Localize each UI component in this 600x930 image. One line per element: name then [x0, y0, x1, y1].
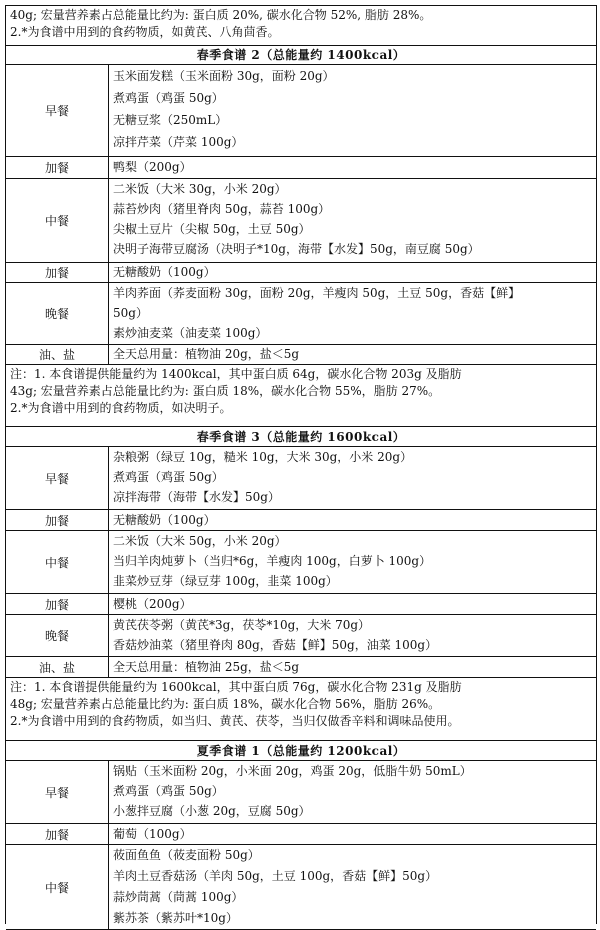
meal-items — [109, 615, 441, 656]
meal-row — [6, 824, 596, 845]
meal-row — [6, 657, 596, 678]
meal-label: 晚餐 — [6, 615, 109, 656]
meal-items — [109, 531, 435, 593]
meal-label: 中餐 — [6, 845, 109, 929]
food-item: 素炒油麦菜（油麦菜 100g） — [113, 326, 268, 340]
recipe-title: 春季食谱 2（总能量约 1400kcal） — [6, 46, 596, 65]
note-line: 2.*为食谱中用到的食药物质，如决明子。 — [10, 401, 232, 415]
meal-items — [109, 594, 196, 614]
food-item: 玉米面发糕（玉米面粉 30g，面粉 20g） — [113, 69, 335, 83]
meal-row — [6, 345, 596, 365]
meal-items — [109, 761, 476, 823]
meal-row — [6, 594, 596, 615]
food-item: 香菇炒油菜（猪里脊肉 80g，香菇【鲜】50g，油菜 100g） — [113, 638, 438, 652]
note-line: 40g; 宏量营养素占总能量比约为: 蛋白质 20%, 碳水化合物 52%, 脂肪 28%。 — [10, 8, 432, 22]
note-line: 43g; 宏量营养素占总能量比约为: 蛋白质 18%，碳水化合物 55%，脂肪 27%。 — [10, 384, 441, 398]
food-item: 羊肉荞面（荞麦面粉 30g，面粉 20g，羊瘦肉 50g，土豆 50g，香菇【鲜】 — [113, 286, 521, 300]
meal-label: 中餐 — [6, 179, 109, 262]
meal-row — [6, 447, 596, 510]
recipe-title: 夏季食谱 1（总能量约 1200kcal） — [6, 741, 596, 761]
meal-items — [109, 263, 220, 282]
food-item: 紫苏茶（紫苏叶*10g） — [113, 911, 238, 925]
food-item: 凉拌芹菜（芹菜 100g） — [113, 135, 244, 149]
note-line: 48g; 宏量营养素占总能量比约为: 蛋白质 18%，碳水化合物 56%，脂肪 26%。 — [10, 697, 441, 711]
meal-items — [109, 447, 416, 509]
food-item: 二米饭（大米 50g，小米 20g） — [113, 534, 287, 548]
food-item: 无糖酸奶（100g） — [113, 513, 216, 527]
food-item: 樱桃（200g） — [113, 597, 192, 611]
food-item: 煮鸡蛋（鸡蛋 50g） — [113, 470, 224, 484]
recipe-table — [5, 5, 597, 924]
food-item: 无糖酸奶（100g） — [113, 265, 216, 279]
food-item: 莜面鱼鱼（莜麦面粉 50g） — [113, 848, 260, 862]
meal-label: 加餐 — [6, 510, 109, 530]
note-line: 注：1. 本食谱提供能量约为 1400kcal，其中蛋白质 64g，碳水化合物 203g 及脂肪 — [10, 367, 462, 381]
food-item: 二米饭（大米 30g，小米 20g） — [113, 182, 287, 196]
meal-items — [109, 179, 484, 262]
food-item: 锅贴（玉米面粉 20g，小米面 20g，鸡蛋 20g，低脂牛奶 50mL） — [113, 764, 472, 778]
meal-label: 早餐 — [6, 761, 109, 823]
meal-label: 早餐 — [6, 447, 109, 509]
food-item: 羊肉土豆香菇汤（羊肉 50g，土豆 100g，香菇【鲜】50g） — [113, 869, 438, 883]
meal-row — [6, 179, 596, 263]
note-line: 2.*为食谱中用到的食药物质，如黄芪、八角茴香。 — [10, 25, 280, 39]
meal-label: 加餐 — [6, 263, 109, 282]
note-block — [6, 678, 596, 741]
food-item: 全天总用量：植物油 20g，盐＜5g — [113, 347, 300, 361]
food-item: 蒜苔炒肉（猪里脊肉 50g，蒜苔 100g） — [113, 202, 331, 216]
food-item: 蒜炒茼蒿（茼蒿 100g） — [113, 890, 244, 904]
food-item: 决明子海带豆腐汤（决明子*10g，海带【水发】50g，南豆腐 50g） — [113, 242, 480, 256]
meal-label: 油、盐 — [6, 345, 109, 364]
meal-row — [6, 283, 596, 345]
food-item: 煮鸡蛋（鸡蛋 50g） — [113, 784, 224, 798]
meal-items — [109, 845, 441, 929]
meal-row — [6, 157, 596, 179]
food-item: 煮鸡蛋（鸡蛋 50g） — [113, 91, 224, 105]
meal-label: 加餐 — [6, 594, 109, 614]
food-item: 黄芪茯苓粥（黄芪*3g，茯苓*10g，大米 70g） — [113, 618, 371, 632]
meal-label: 早餐 — [6, 65, 109, 156]
note-block — [6, 6, 596, 46]
meal-row — [6, 263, 596, 283]
meal-label: 加餐 — [6, 824, 109, 844]
meal-items — [109, 283, 524, 344]
meal-row — [6, 615, 596, 657]
food-item: 韭菜炒豆芽（绿豆芽 100g，韭菜 100g） — [113, 574, 338, 588]
meal-items — [109, 510, 220, 530]
meal-label: 中餐 — [6, 531, 109, 593]
food-item: 当归羊肉炖萝卜（当归*6g，羊瘦肉 100g，白萝卜 100g） — [113, 554, 432, 568]
food-item: 无糖豆浆（250mL） — [113, 113, 228, 127]
note-block — [6, 365, 596, 427]
meal-label: 加餐 — [6, 157, 109, 178]
food-item: 凉拌海带（海带【水发】50g） — [113, 490, 280, 504]
meal-label: 晚餐 — [6, 283, 109, 344]
meal-row — [6, 65, 596, 157]
food-item: 尖椒土豆片（尖椒 50g，土豆 50g） — [113, 222, 311, 236]
meal-items — [109, 345, 303, 364]
meal-items — [109, 157, 196, 178]
food-item: 全天总用量：植物油 25g，盐＜5g — [113, 660, 300, 674]
meal-row — [6, 510, 596, 531]
meal-items — [109, 824, 196, 844]
note-line: 注：1. 本食谱提供能量约为 1600kcal，其中蛋白质 76g，碳水化合物 231g 及脂肪 — [10, 680, 462, 694]
meal-row — [6, 761, 596, 824]
food-item: 葡萄（100g） — [113, 827, 192, 841]
food-item: 小葱拌豆腐（小葱 20g，豆腐 50g） — [113, 804, 311, 818]
food-item: 鸭梨（200g） — [113, 160, 192, 174]
recipe-title: 春季食谱 3（总能量约 1600kcal） — [6, 427, 596, 447]
food-item: 50g） — [113, 306, 148, 320]
food-item: 杂粮粥（绿豆 10g，糙米 10g，大米 30g，小米 20g） — [113, 450, 413, 464]
meal-row — [6, 531, 596, 594]
note-line: 2.*为食谱中用到的食药物质，如当归、黄芪、茯苓，当归仅做香辛料和调味品使用。 — [10, 714, 460, 728]
meal-label: 油、盐 — [6, 657, 109, 677]
meal-row — [6, 845, 596, 930]
meal-items — [109, 657, 303, 677]
meal-items — [109, 65, 339, 156]
